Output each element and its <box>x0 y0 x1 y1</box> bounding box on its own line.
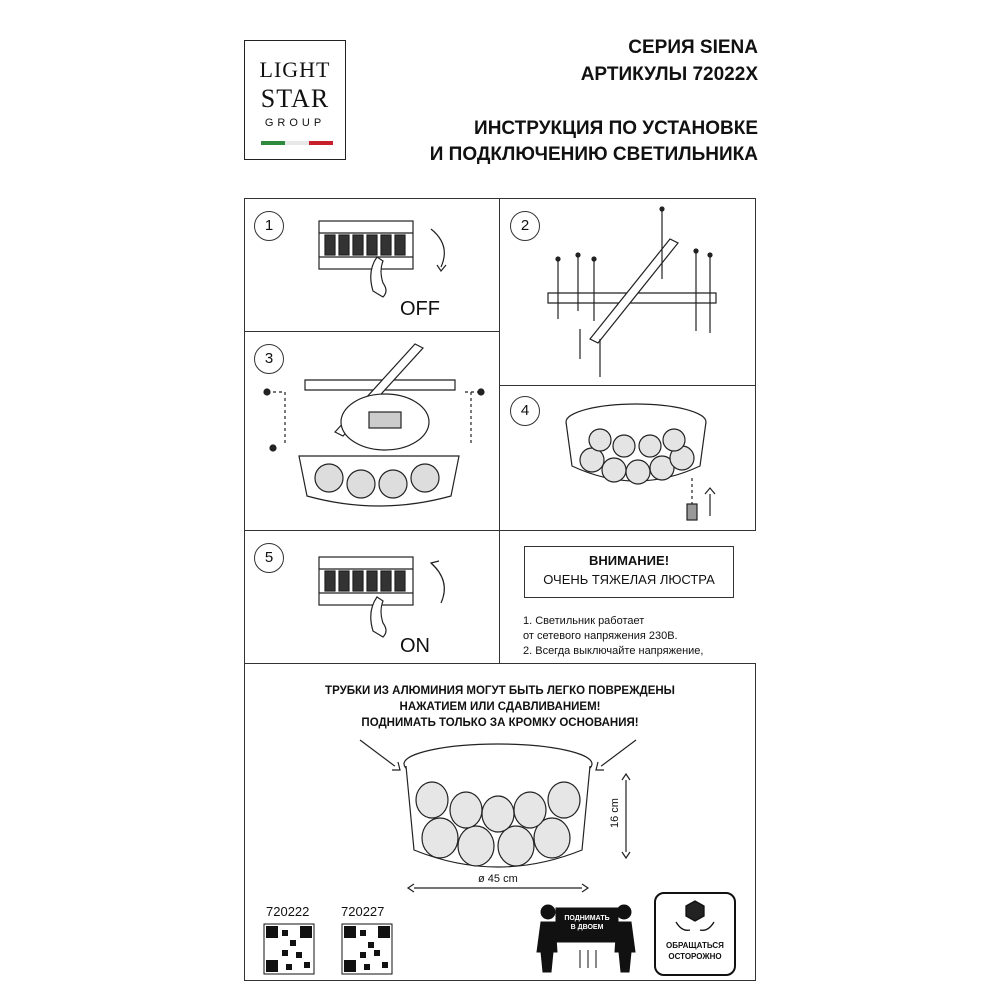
warning-subtitle: ОЧЕНЬ ТЯЖЕЛАЯ ЛЮСТРА <box>543 572 715 587</box>
care-label-line-2: ОСТОРОЖНО <box>668 952 722 961</box>
warning-title: ВНИМАНИЕ! <box>588 553 670 568</box>
logo-line-2: STAR <box>260 84 330 113</box>
caution-line-3: ПОДНИМАТЬ ТОЛЬКО ЗА КРОМКУ ОСНОВАНИЯ! <box>361 717 639 729</box>
off-label: OFF <box>400 298 440 320</box>
articles-title: АРТИКУЛЫ 72022X <box>580 64 758 85</box>
diameter-label: ø 45 cm <box>478 873 518 885</box>
care-label-line-1: ОБРАЩАТЬСЯ <box>666 941 724 950</box>
series-title: СЕРИЯ SIENA <box>628 37 758 58</box>
note-line: 2. Всегда выключайте напряжение, <box>523 645 704 657</box>
instruction-title-2: И ПОДКЛЮЧЕНИЮ СВЕТИЛЬНИКА <box>429 144 758 165</box>
step-1-badge: 1 <box>254 211 284 241</box>
handle-with-care-label <box>656 940 734 962</box>
lift-label-line-1: ПОДНИМАТЬ <box>564 915 610 922</box>
note-line: от сетевого напряжения 230В. <box>523 630 678 642</box>
lift-label-line-2: В ДВОЕМ <box>570 924 604 931</box>
logo-line-3: GROUP <box>264 117 326 129</box>
instruction-title-1: ИНСТРУКЦИЯ ПО УСТАНОВКЕ <box>474 118 758 139</box>
step-3-badge: 3 <box>254 344 284 374</box>
step-4-badge: 4 <box>510 396 540 426</box>
logo-line-1: LIGHT <box>259 57 331 82</box>
article-code: 720227 <box>341 904 385 919</box>
note-line: 1. Светильник работает <box>523 615 645 627</box>
article-code: 720222 <box>266 904 310 919</box>
step-2-badge: 2 <box>510 211 540 241</box>
caution-line-2: НАЖАТИЕМ ИЛИ СДАВЛИВАНИЕМ! <box>399 701 601 713</box>
step-5-badge: 5 <box>254 543 284 573</box>
height-label: 16 cm <box>609 798 621 828</box>
caution-line-1: ТРУБКИ ИЗ АЛЮМИНИЯ МОГУТ БЫТЬ ЛЕГКО ПОВРЕЖДЕНЫ <box>325 685 675 697</box>
on-label: ON <box>400 635 430 657</box>
